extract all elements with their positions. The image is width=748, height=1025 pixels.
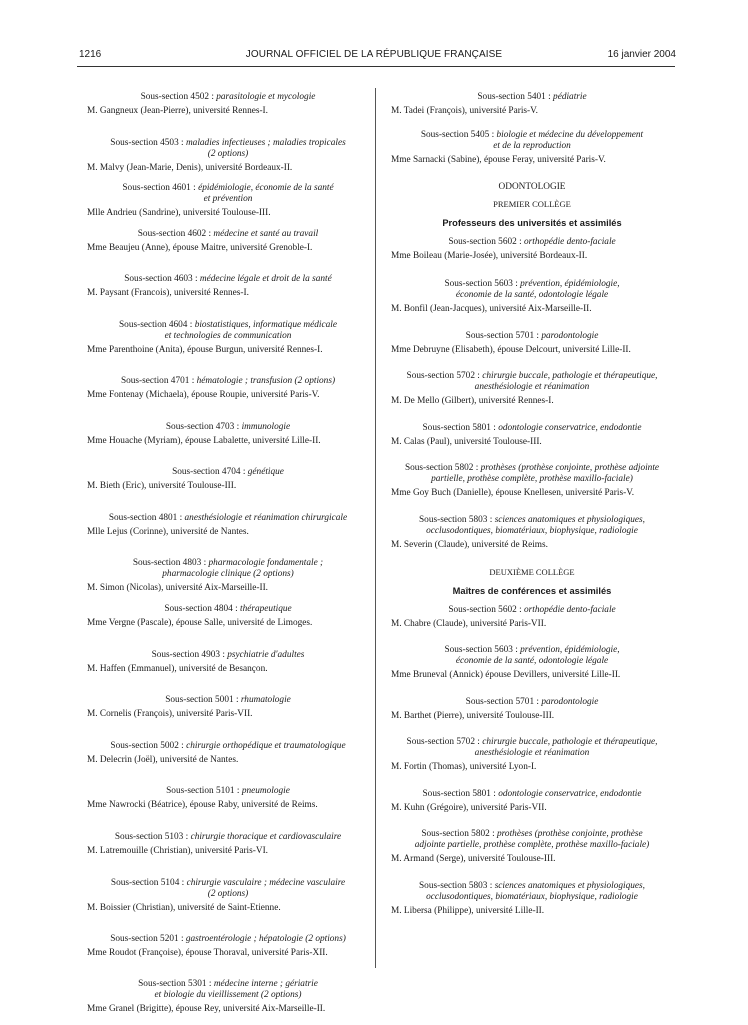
rank-heading: Professeurs des universités et assimilés (442, 218, 622, 228)
subsection-heading: Sous-section 5301 : médecine interne ; gériatrie et biologie du vieillissement (2 options) (138, 979, 318, 1001)
subsection-heading: Sous-section 5803 : sciences anatomiques et physiologiques, occlusodontiques, biomatériaux, biophysique, radiologie (419, 881, 645, 902)
subsection-heading: Sous-section 4903 : psychiatrie d'adultes (151, 649, 305, 660)
subsection-heading: Sous-section 4704 : génétique (172, 467, 284, 478)
entry-block (387, 331, 677, 371)
subsection-heading: Sous-section 5802 : prothèses (prothèse conjointe, prothèse adjointe partielle, prothèse complète, prothèse maxillo-faciale) (404, 463, 660, 484)
entry-block (83, 513, 373, 559)
entry-block (387, 605, 677, 645)
discipline-heading: ODONTOLOGIE (498, 182, 566, 192)
appointee: M. Barthet (Pierre), université Toulouse-III. (391, 711, 555, 721)
rank-heading: Maîtres de conférences et assimilés (452, 586, 612, 596)
entry-block (83, 138, 373, 184)
entry-block (83, 878, 373, 934)
appointee: Mme Fontenay (Michaela), épouse Roupie, université Paris-V. (87, 389, 320, 400)
appointee: M. Armand (Serge), université Toulouse-III. (391, 854, 556, 864)
entry-block (83, 183, 373, 229)
subsection-heading: Sous-section 4502 : parasitologie et mycologie (140, 92, 316, 102)
subsection-heading: Sous-section 4604 : biostatistiques, informatique médicale et technologies de communication (119, 319, 337, 341)
subsection-heading: Sous-section 4803 : pharmacologie fondamentale ; pharmacologie clinique (2 options) (132, 558, 324, 580)
appointee: Mme Nawrocki (Béatrice), épouse Raby, université de Reims. (87, 800, 318, 811)
appointee: M. Paysant (Francois), université Rennes-I. (87, 288, 249, 299)
column-divider (375, 88, 376, 968)
appointee: M. Tadei (François), université Paris-V. (391, 106, 538, 116)
appointee: Mme Boileau (Marie-Josée), université Bordeaux-II. (391, 251, 588, 261)
subsection-heading: Sous-section 5104 : chirurgie vasculaire ; médecine vasculaire (2 options) (110, 877, 346, 899)
appointee: Mme Debruyne (Elisabeth), épouse Delcourt, université Lille-II. (391, 345, 631, 355)
entry-block (387, 371, 677, 423)
header-rule (77, 66, 675, 67)
subsection-heading: Sous-section 4601 : épidémiologie, économie de la santé et prévention (122, 183, 334, 205)
appointee: M. Bieth (Eric), université Toulouse-III. (87, 481, 237, 492)
appointee: M. De Mello (Gilbert), université Rennes-I. (391, 396, 554, 406)
entry-block (387, 829, 677, 881)
subsection-heading: Sous-section 5603 : prévention, épidémiologie, économie de la santé, odontologie légale (444, 645, 620, 666)
entry-block (83, 786, 373, 832)
college-heading: DEUXIÈME COLLÈGE (489, 567, 575, 577)
subsection-heading: Sous-section 5405 : biologie et médecine du développement et de la reproduction (420, 130, 644, 151)
appointee: Mlle Andrieu (Sandrine), université Toulouse-III. (87, 208, 271, 219)
subsection-heading: Sous-section 5602 : orthopédie dento-faciale (448, 605, 616, 615)
entry-block (387, 279, 677, 331)
appointee: M. Simon (Nicolas), université Aix-Marseille-II. (87, 583, 268, 594)
entry-block (387, 789, 677, 829)
college-heading: PREMIER COLLÈGE (493, 199, 571, 209)
appointee: M. Malvy (Jean-Marie, Denis), université Bordeaux-II. (87, 162, 293, 173)
entry-block (387, 697, 677, 737)
entry-block (387, 463, 677, 515)
right-column (387, 92, 677, 933)
entry-block (83, 979, 373, 1025)
subsection-heading: Sous-section 5401 : pédiatrie (477, 92, 587, 102)
entry-block (83, 320, 373, 376)
entry-block (387, 737, 677, 789)
appointee: Mme Vergne (Pascale), épouse Salle, université de Limoges. (87, 617, 313, 628)
entry-block (387, 881, 677, 933)
subsection-heading: Sous-section 5602 : orthopédie dento-faciale (448, 237, 616, 247)
subsection-heading: Sous-section 4804 : thérapeutique (164, 603, 292, 614)
subsection-heading: Sous-section 4503 : maladies infectieuses ; maladies tropicales (2 options) (110, 137, 346, 159)
appointee: Mme Houache (Myriam), épouse Labalette, université Lille-II. (87, 435, 321, 446)
appointee: M. Haffen (Emmanuel), université de Besançon. (87, 663, 268, 674)
subsection-heading: Sous-section 5103 : chirurgie thoracique et cardiovasculaire (114, 831, 342, 842)
left-column (83, 92, 373, 1025)
subsection-heading: Sous-section 4801 : anesthésiologie et réanimation chirurgicale (108, 512, 348, 523)
subsection-heading: Sous-section 5603 : prévention, épidémiologie, économie de la santé, odontologie légale (444, 279, 620, 300)
entry-block (83, 467, 373, 513)
appointee: Mme Granel (Brigitte), épouse Rey, université Aix-Marseille-II. (87, 1004, 326, 1015)
entry-block (83, 695, 373, 741)
entry-block (83, 650, 373, 696)
entry-block (83, 274, 373, 320)
entry-block (83, 832, 373, 878)
entry-block (83, 741, 373, 787)
subsection-heading: Sous-section 5803 : sciences anatomiques et physiologiques, occlusodontiques, biomatériaux, biophysique, radiologie (419, 515, 645, 536)
appointee: M. Calas (Paul), université Toulouse-III. (391, 437, 542, 447)
entry-block (83, 229, 373, 275)
entry-block (83, 934, 373, 980)
subsection-heading: Sous-section 5201 : gastroentérologie ; hépatologie (2 options) (110, 933, 346, 944)
entry-block (387, 515, 677, 567)
subsection-heading: Sous-section 5801 : odontologie conservatrice, endodontie (422, 789, 642, 799)
entry-block (83, 422, 373, 468)
subsection-heading: Sous-section 5701 : parodontologie (465, 331, 599, 341)
appointee: Mme Beaujeu (Anne), épouse Maitre, université Grenoble-I. (87, 242, 313, 253)
entry-block (387, 92, 677, 130)
appointee: M. Fortin (Thomas), université Lyon-I. (391, 762, 537, 772)
subsection-heading: Sous-section 4602 : médecine et santé au travail (137, 228, 319, 239)
appointee: Mme Bruneval (Annick) épouse Devillers, université Lille-II. (391, 670, 621, 680)
subsection-heading: Sous-section 4603 : médecine légale et droit de la santé (124, 274, 332, 285)
entry-block (387, 130, 677, 182)
appointee: M. Boissier (Christian), université de Saint-Etienne. (87, 902, 281, 913)
entry-block (83, 558, 373, 604)
appointee: Mme Sarnacki (Sabine), épouse Feray, université Paris-V. (391, 155, 606, 165)
subsection-heading: Sous-section 5001 : rhumatologie (165, 695, 291, 706)
page-number: 1216 (79, 49, 102, 60)
page-header (0, 0, 748, 60)
issue-date: 16 janvier 2004 (607, 49, 676, 60)
appointee: M. Delecrin (Joël), université de Nantes. (87, 754, 239, 765)
appointee: M. Kuhn (Grégoire), université Paris-VII. (391, 803, 547, 813)
entry-block (83, 376, 373, 422)
subsection-heading: Sous-section 5101 : pneumologie (166, 786, 290, 797)
subsection-heading: Sous-section 5801 : odontologie conservatrice, endodontie (422, 423, 642, 433)
appointee: M. Cornelis (François), université Paris-VII. (87, 709, 253, 720)
appointee: M. Chabre (Claude), université Paris-VII. (391, 619, 547, 629)
entry-block (387, 237, 677, 279)
journal-title: JOURNAL OFFICIEL DE LA RÉPUBLIQUE FRANÇAISE (245, 49, 503, 60)
subsection-heading: Sous-section 5002 : chirurgie orthopédique et traumatologique (110, 740, 346, 751)
entry-block (83, 92, 373, 138)
appointee: M. Gangneux (Jean-Pierre), université Rennes-I. (87, 106, 268, 116)
appointee: M. Libersa (Philippe), université Lille-II. (391, 906, 545, 916)
appointee: Mme Parenthoine (Anita), épouse Burgun, université Rennes-I. (87, 344, 323, 355)
appointee: M. Severin (Claude), université de Reims. (391, 540, 548, 550)
subsection-heading: Sous-section 5701 : parodontologie (465, 697, 599, 707)
subsection-heading: Sous-section 4703 : immunologie (165, 421, 291, 432)
appointee: M. Bonfil (Jean-Jacques), université Aix-Marseille-II. (391, 304, 592, 314)
appointee: Mme Goy Buch (Danielle), épouse Knellesen, université Paris-V. (391, 488, 635, 498)
appointee: Mlle Lejus (Corinne), université de Nantes. (87, 526, 249, 537)
subsection-heading: Sous-section 5802 : prothèses (prothèse conjointe, prothèse adjointe partielle, prothèse complète, prothèse maxillo-faciale) (414, 829, 650, 850)
appointee: M. Latremouille (Christian), université Paris-VI. (87, 845, 268, 856)
appointee: Mme Roudot (Françoise), épouse Thoraval, université Paris-XII. (87, 947, 328, 958)
entry-block (83, 604, 373, 650)
subsection-heading: Sous-section 4701 : hématologie ; transfusion (2 options) (120, 375, 336, 386)
subsection-heading: Sous-section 5702 : chirurgie buccale, pathologie et thérapeutique, anesthésiologie et réanimation (406, 737, 658, 758)
entry-block (387, 423, 677, 463)
entry-block (387, 645, 677, 697)
subsection-heading: Sous-section 5702 : chirurgie buccale, pathologie et thérapeutique, anesthésiologie et réanimation (406, 371, 658, 392)
